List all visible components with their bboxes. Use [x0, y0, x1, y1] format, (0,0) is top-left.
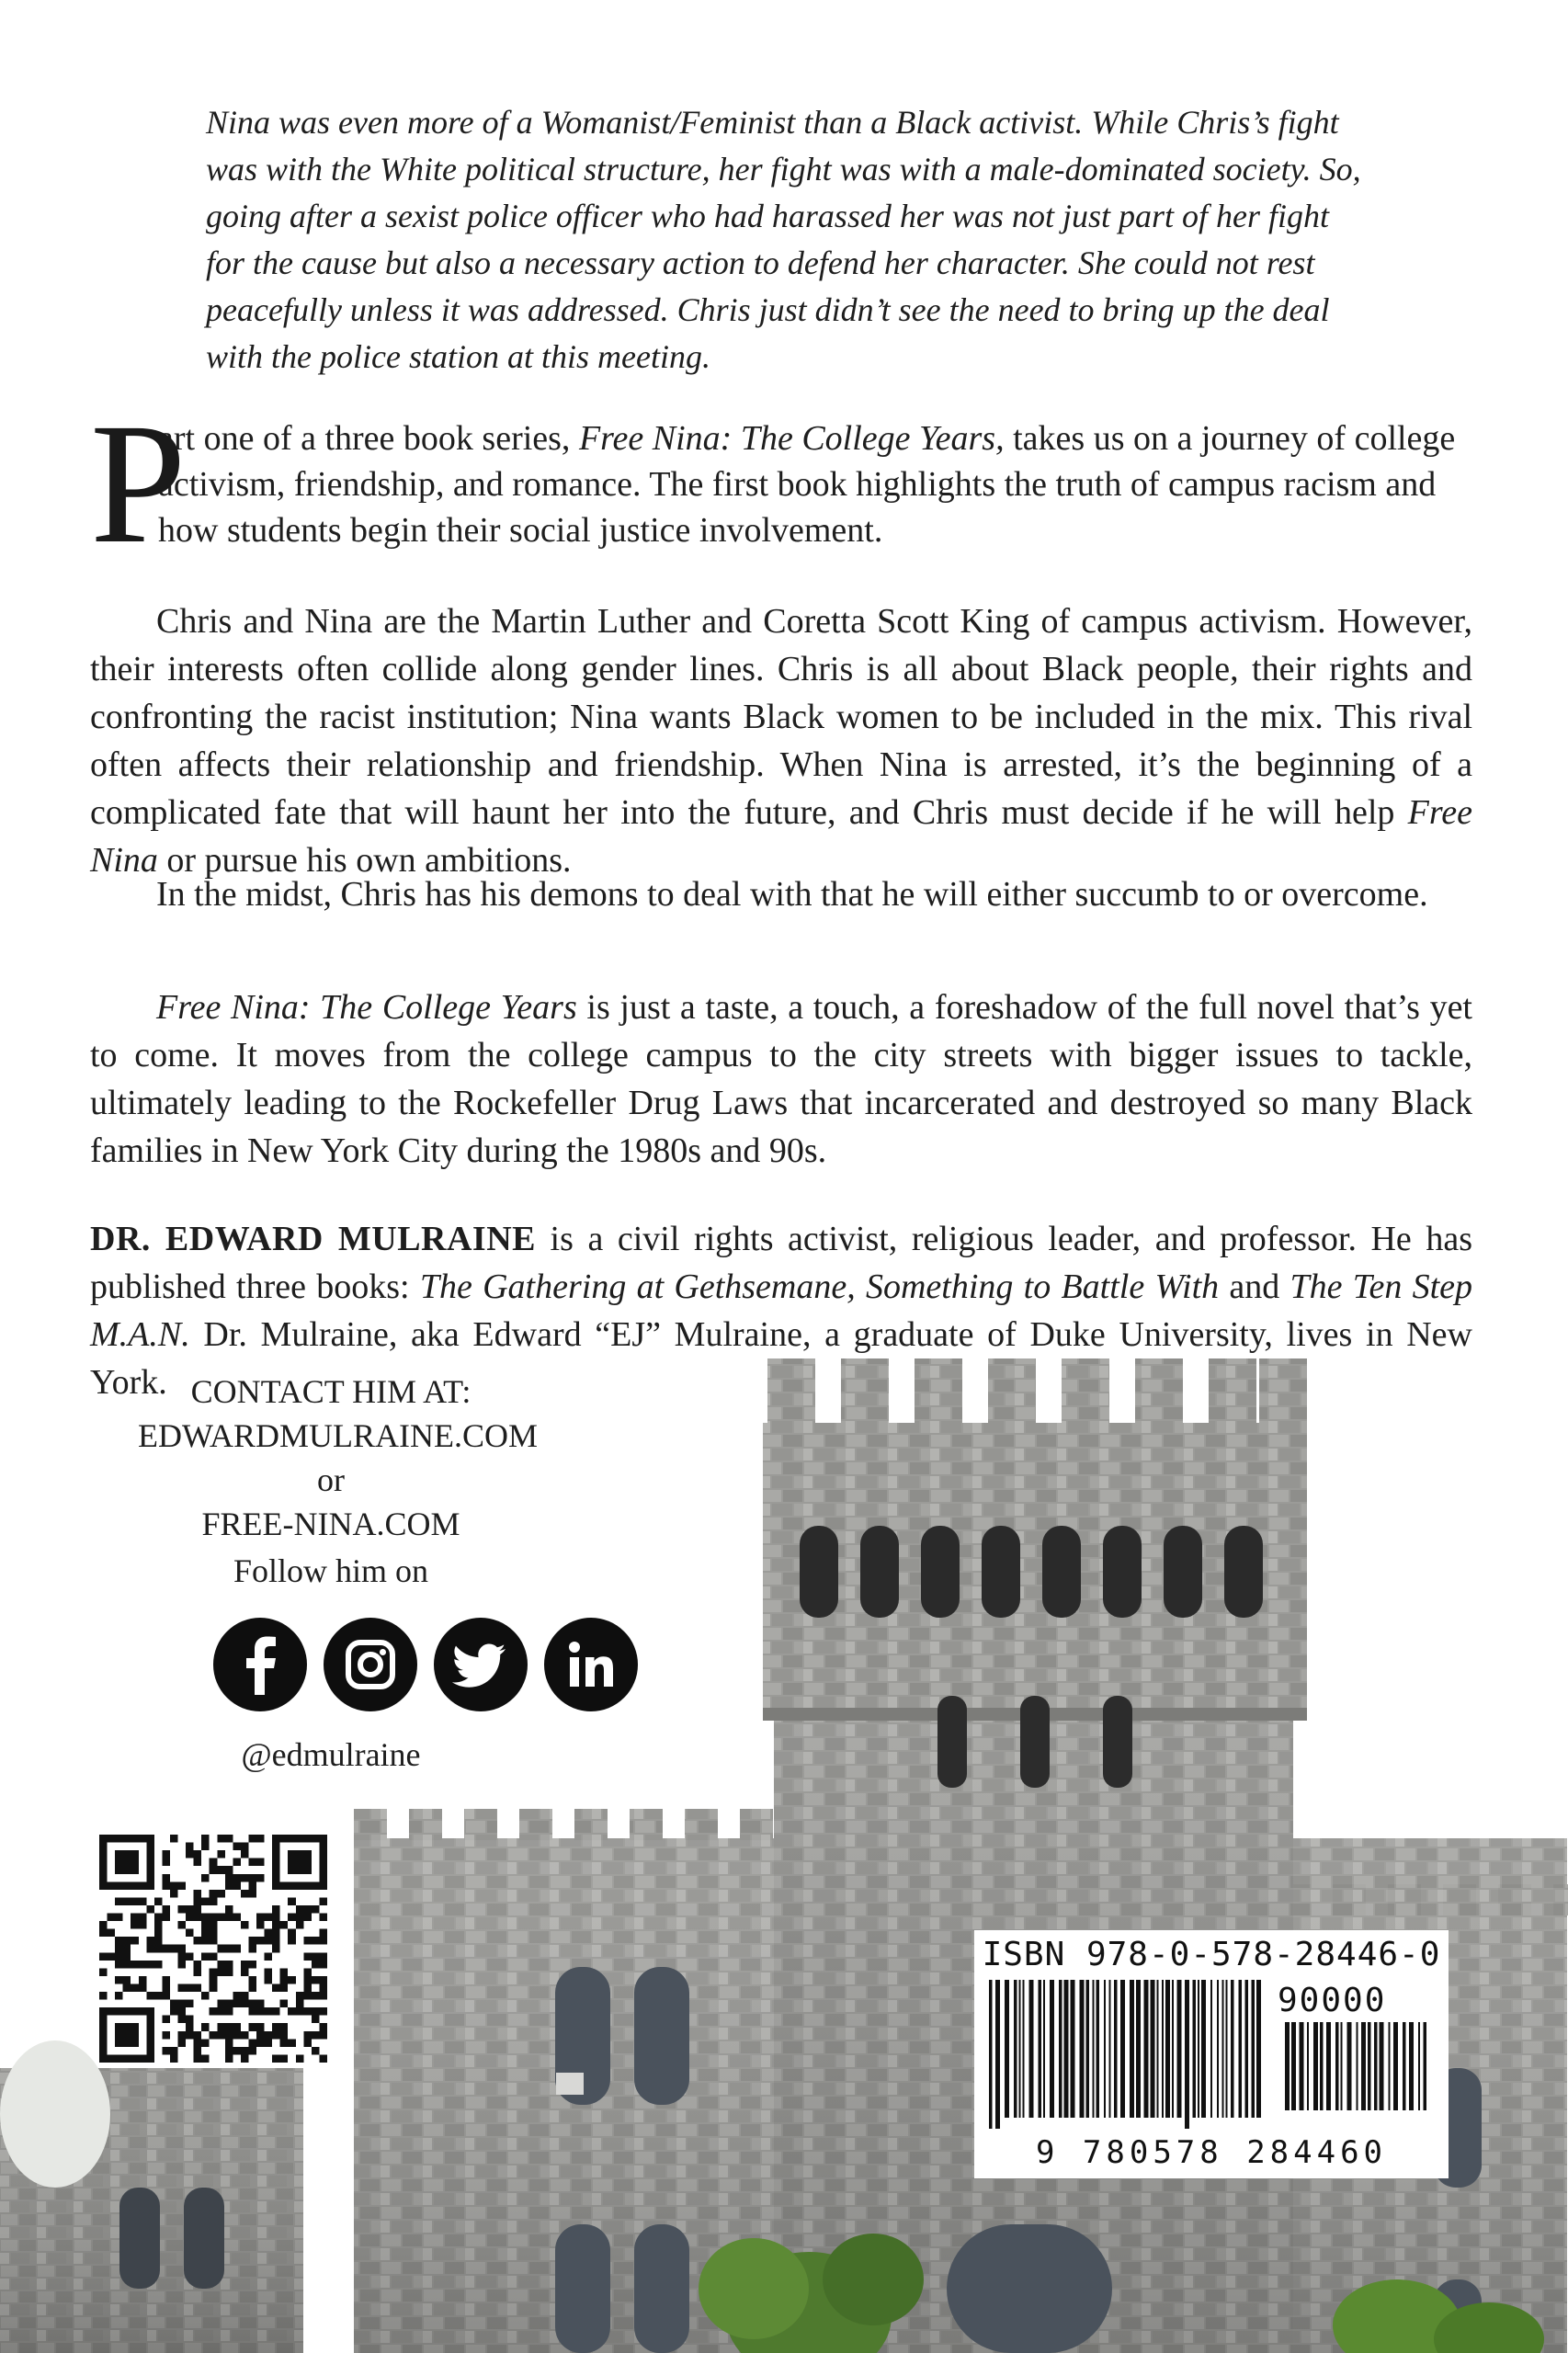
social-icons [213, 1618, 636, 1713]
contact-block [138, 1370, 538, 1546]
isbn-number: ISBN 978-0-578-28446-0 [982, 1936, 1441, 1973]
synopsis-italic: Free Nina [90, 793, 1472, 880]
isbn-barcode [974, 1930, 1449, 2178]
book-title: Free Nina: The College Years, [578, 419, 1005, 458]
barcode-bars [987, 1980, 1263, 2136]
tower [763, 1358, 1307, 2353]
foreshadow-title: Free Nina: The College Years [156, 988, 577, 1027]
intro-line-2: activism, friendship, and romance. The first book highlights the truth of campus racism and [158, 465, 1437, 504]
linkedin-icon[interactable] [544, 1618, 638, 1711]
drop-cap: P [90, 387, 187, 579]
intro-line-1b: takes us on a journey of college [1004, 419, 1456, 458]
social-handle[interactable]: @edmulraine [241, 1736, 421, 1773]
qr-code[interactable] [99, 1835, 327, 2063]
synopsis-tail: or pursue his own ambitions. [157, 841, 572, 880]
intro-line-3: how students begin their social justice involvement. [158, 511, 883, 550]
instagram-icon[interactable] [324, 1618, 417, 1711]
price-code: 90000 [1278, 1982, 1387, 2019]
foreshadow-paragraph [90, 983, 1472, 1175]
synopsis-text: Chris and Nina are the Martin Luther and Coretta Scott King of campus activism. However, their interests often collide along gender lines. Chris is all about Black people, their rights and confronting the racist institution; Nina wants Black women to be included in the mix. This rival often affects their relationship and friendship. When Nina is arrested, it’s the beginning of a complicated fate that will haunt her into the future, and Chris must decide if he will help [90, 602, 1472, 832]
bio-and: and [1219, 1267, 1290, 1306]
contact-website[interactable]: EDWARDMULRAINE.COM or [138, 1417, 538, 1498]
contact-heading: CONTACT HIM AT: [190, 1373, 472, 1410]
intro-paragraph [90, 387, 1471, 579]
bio-books-2: The Ten Step M.A.N. [90, 1267, 1472, 1354]
bio-text-1: is a civil rights activist, religious leader, and professor. He has published three books: [90, 1220, 1472, 1306]
twitter-icon[interactable] [434, 1618, 528, 1711]
bio-text-2: Dr. Mulraine, aka Edward “EJ” Mulraine, a graduate of Duke University, lives in New York. [90, 1315, 1472, 1402]
price-barcode-bars [1283, 2022, 1430, 2123]
author-name: DR. EDWARD MULRAINE [90, 1220, 536, 1258]
facebook-icon[interactable] [213, 1618, 307, 1711]
demons-line: In the midst, Chris has his demons to deal with that he will either succumb to or overcome. [156, 875, 1428, 914]
follow-label: Follow him on [233, 1552, 429, 1589]
ean-digits: 9 780578 284460 [1035, 2134, 1388, 2171]
contact-website-2[interactable]: FREE-NINA.COM [201, 1506, 460, 1542]
opening-quote: Nina was even more of a Womanist/Feminist than a Black activist. While Chris’s fight was with the White political structure, her fight was with a male-dominated society. So, going after a sexist police officer who had harassed her was not just part of her fight for the cause but also a necessary action to defend her character. She could not rest peacefully unless it was addressed. Chris just didn’t see the need to bring up the deal with the police station at this meeting. [206, 104, 1361, 375]
foreshadow-text: is just a taste, a touch, a foreshadow of the full novel that’s yet to come. It moves from the college campus to the city streets with bigger issues to tackle, ultimately leading to the Rockefeller Drug Laws that incarcerated and destroyed so many Black families in New York City during the 1980s and 90s. [90, 988, 1472, 1170]
intro-line-1a: art one of a three book series, [158, 419, 579, 458]
synopsis-paragraph [90, 597, 1472, 884]
bio-books-1: The Gathering at Gethsemane, Something to Battle With [419, 1267, 1220, 1306]
